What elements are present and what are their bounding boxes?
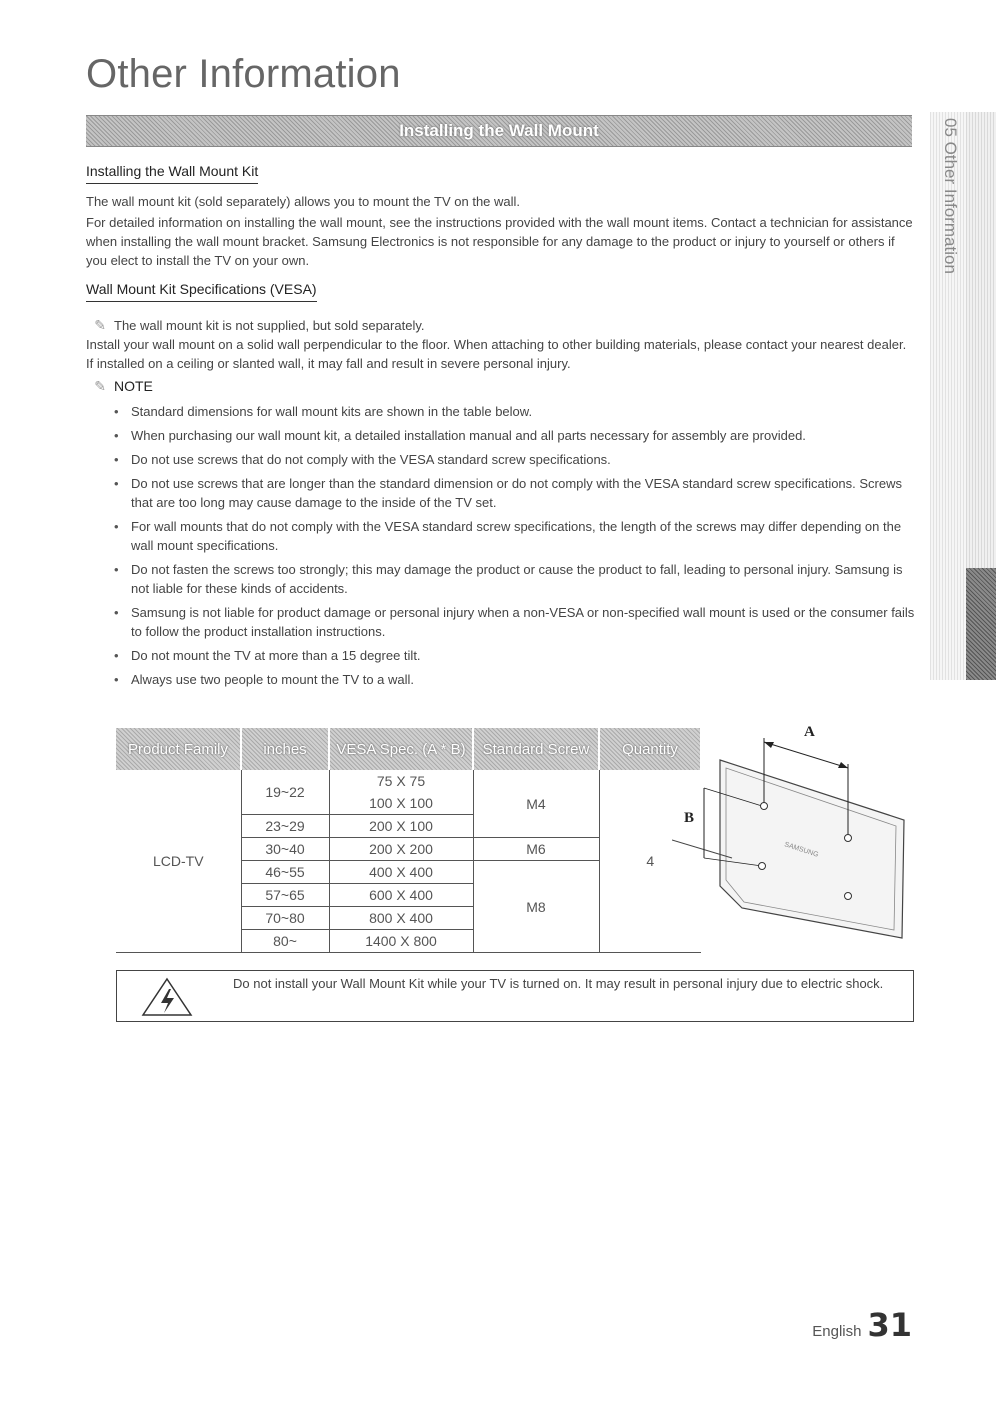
arrowhead-a-left: [764, 742, 774, 748]
cell-inches: 19~22: [241, 770, 329, 815]
cell-inches: 57~65: [241, 884, 329, 907]
footer-language: English: [812, 1323, 862, 1340]
list-item: • Always use two people to mount the TV to a wall.: [114, 670, 916, 689]
page-title: Other Information: [86, 52, 401, 96]
spec-heading: Wall Mount Kit Specifications (VESA): [86, 280, 317, 302]
table-header-row: [116, 728, 701, 770]
header-inches: inches: [241, 728, 329, 770]
dimension-label-a: A: [804, 724, 815, 740]
list-item: • Samsung is not liable for product damage or personal injury when a non-VESA or non-specified wall mount is used or the consumer fails to follow the product installation instructions.: [114, 603, 916, 641]
spec-note-line: [86, 316, 916, 335]
list-item: • Do not fasten the screws too strongly; this may damage the product or cause the product to fall, leading to personal injury. Samsung is not liable for these kinds of accidents.: [114, 560, 916, 598]
note-pencil-icon: ✎: [94, 317, 106, 333]
list-item: • Do not mount the TV at more than a 15 degree tilt.: [114, 646, 916, 665]
header-product-family: Product Family: [116, 728, 241, 770]
list-item: • Do not use screws that do not comply with the VESA standard screw specifications.: [114, 450, 916, 469]
mount-hole-top-right: [845, 835, 852, 842]
cell-vesa: 75 X 75: [329, 770, 473, 792]
note-list: [86, 402, 916, 689]
warning-text: Do not install your Wall Mount Kit while your TV is turned on. It may result in personal injury due to electric shock.: [233, 976, 884, 991]
cell-vesa: 400 X 400: [329, 861, 473, 884]
list-item: • For wall mounts that do not comply with the VESA standard screw specifications, the length of the screws may differ depending on the wall mount specifications.: [114, 517, 916, 555]
list-item: • Do not use screws that are longer than the standard dimension or do not comply with the VESA standard screw specifications. Screws that are too long may cause damage to the inside of the TV set.: [114, 474, 916, 512]
cell-vesa: 800 X 400: [329, 907, 473, 930]
wall-mount-diagram: [672, 718, 912, 958]
header-standard-screw: Standard Screw: [473, 728, 599, 770]
warning-box: [116, 970, 914, 1022]
spec-paragraph: Install your wall mount on a solid wall perpendicular to the floor. When attaching to other building materials, please contact your nearest dealer. If installed on a ceiling or slanted wall, it may fall and result in severe personal injury.: [86, 337, 907, 371]
kit-paragraph-2: For detailed information on installing the wall mount, see the instructions provided with the wall mount items. Contact a technician for assistance when installing the wall mount bracket. Samsung Electronics is not responsible for any damage to the product or injury to yourself or others if you elect to install the TV on your own.: [86, 215, 913, 268]
kit-paragraph-1: The wall mount kit (sold separately) allows you to mount the TV on the wall.: [86, 194, 521, 209]
header-vesa-spec: VESA Spec. (A * B): [329, 728, 473, 770]
spec-note-text: The wall mount kit is not supplied, but sold separately.: [114, 318, 425, 333]
mount-hole-bottom-right: [845, 893, 852, 900]
cell-screw: M6: [473, 838, 599, 861]
header-quantity: Quantity: [599, 728, 701, 770]
dimension-a-line: [764, 742, 848, 768]
cell-vesa: 600 X 400: [329, 884, 473, 907]
cell-vesa: 1400 X 800: [329, 930, 473, 953]
cell-inches: 80~: [241, 930, 329, 953]
section-banner: [86, 115, 912, 147]
cell-screw: M4: [473, 770, 599, 838]
cell-family: LCD-TV: [116, 770, 241, 953]
kit-heading: Installing the Wall Mount Kit: [86, 162, 258, 184]
cell-inches: 46~55: [241, 861, 329, 884]
cell-screw: M8: [473, 861, 599, 953]
page-number: 31: [867, 1306, 912, 1344]
electric-warning-icon: [141, 977, 193, 1017]
list-item: • Standard dimensions for wall mount kits are shown in the table below.: [114, 402, 916, 421]
cell-inches: 30~40: [241, 838, 329, 861]
dimension-label-b: B: [684, 810, 695, 826]
note-pencil-icon: ✎: [94, 378, 106, 394]
cell-inches: 70~80: [241, 907, 329, 930]
brand-logo: SAMSUNG: [783, 841, 820, 859]
vesa-spec-table: [116, 728, 702, 953]
mount-hole-top-left: [761, 803, 768, 810]
section-banner-label: Installing the Wall Mount: [399, 121, 599, 140]
mount-hole-bottom-left: [759, 863, 766, 870]
note-label: NOTE: [114, 378, 153, 394]
table-row: [116, 770, 701, 792]
cell-quantity: 4: [599, 770, 701, 953]
cell-inches: 23~29: [241, 815, 329, 838]
side-tab-label: 05 Other Information: [941, 118, 960, 274]
arrowhead-a-right: [838, 762, 848, 768]
note-heading-line: [86, 377, 916, 396]
list-item: • When purchasing our wall mount kit, a detailed installation manual and all parts necessary for assembly are provided.: [114, 426, 916, 445]
main-content: [86, 162, 916, 694]
page-footer: [812, 1306, 912, 1344]
side-tab-active-marker: [966, 568, 996, 680]
cell-vesa: 100 X 100: [329, 792, 473, 815]
cell-vesa: 200 X 200: [329, 838, 473, 861]
cell-vesa: 200 X 100: [329, 815, 473, 838]
